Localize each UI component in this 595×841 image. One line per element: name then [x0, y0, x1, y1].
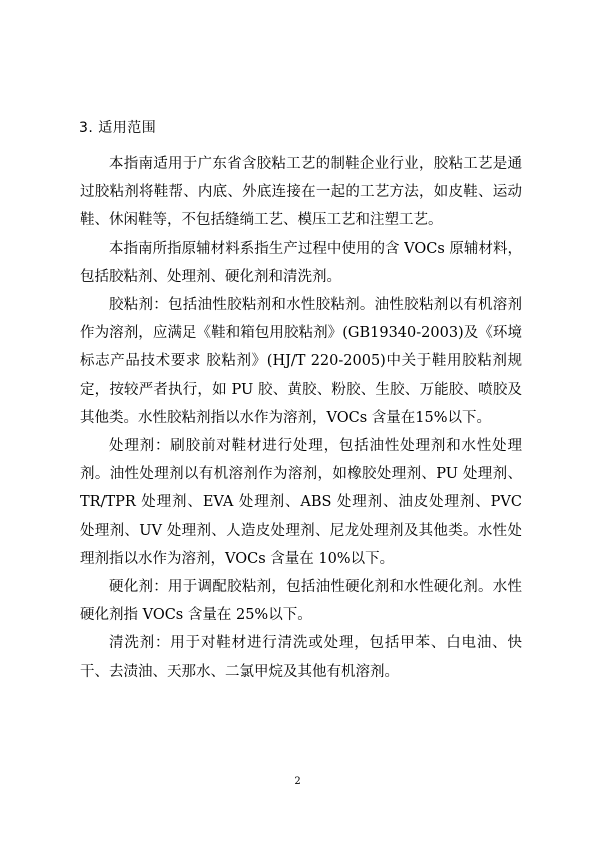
paragraph-cleaners: 清洗剂：用于对鞋材进行清洗或处理，包括甲苯、白电油、快干、去渍油、天那水、二氯甲烷及其他有机溶剂。 — [80, 635, 522, 680]
paragraph-hardeners: 硬化剂：用于调配胶粘剂，包括油性硬化剂和水性硬化剂。水性硬化剂指 VOCs 含量在 25%以下。 — [80, 579, 522, 624]
body-text — [80, 150, 522, 686]
paragraph-primers: 处理剂：刷胶前对鞋材进行处理，包括油性处理剂和水性处理剂。油性处理剂以有机溶剂作为溶剂，如橡胶处理剂、PU 处理剂、TR/TPR 处理剂、EVA 处理剂、ABS 处理剂、油皮处理剂、PVC 处理剂、UV 处理剂、人造皮处理剂、尼龙处理剂及其他类。水性处理剂指以水作为溶剂，VOCs 含量在 10%以下。 — [80, 438, 522, 567]
section-heading: 3. 适用范围 — [79, 120, 157, 136]
paragraph-raw-materials: 本指南所指原辅材料系指生产过程中使用的含 VOCs 原辅材料，包括胶粘剂、处理剂、硬化剂和清洗剂。 — [80, 240, 522, 285]
paragraph-adhesives: 胶粘剂：包括油性胶粘剂和水性胶粘剂。油性胶粘剂以有机溶剂作为溶剂，应满足《鞋和箱包用胶粘剂》(GB19340-2003)及《环境标志产品技术要求 胶粘剂》(HJ/T 220-2005)中关于鞋用胶粘剂规定，按较严者执行，如 PU 胶、黄胶、粉胶、生胶、万能胶、喷胶及其他类。水性胶粘剂指以水作为溶剂，VOCs 含量在15%以下。 — [80, 297, 522, 426]
paragraph-scope: 本指南适用于广东省含胶粘工艺的制鞋企业行业，胶粘工艺是通过胶粘剂将鞋帮、内底、外底连接在一起的工艺方法，如皮鞋、运动鞋、休闲鞋等，不包括缝绱工艺、模压工艺和注塑工艺。 — [80, 156, 522, 229]
page-number: 2 — [294, 776, 301, 787]
